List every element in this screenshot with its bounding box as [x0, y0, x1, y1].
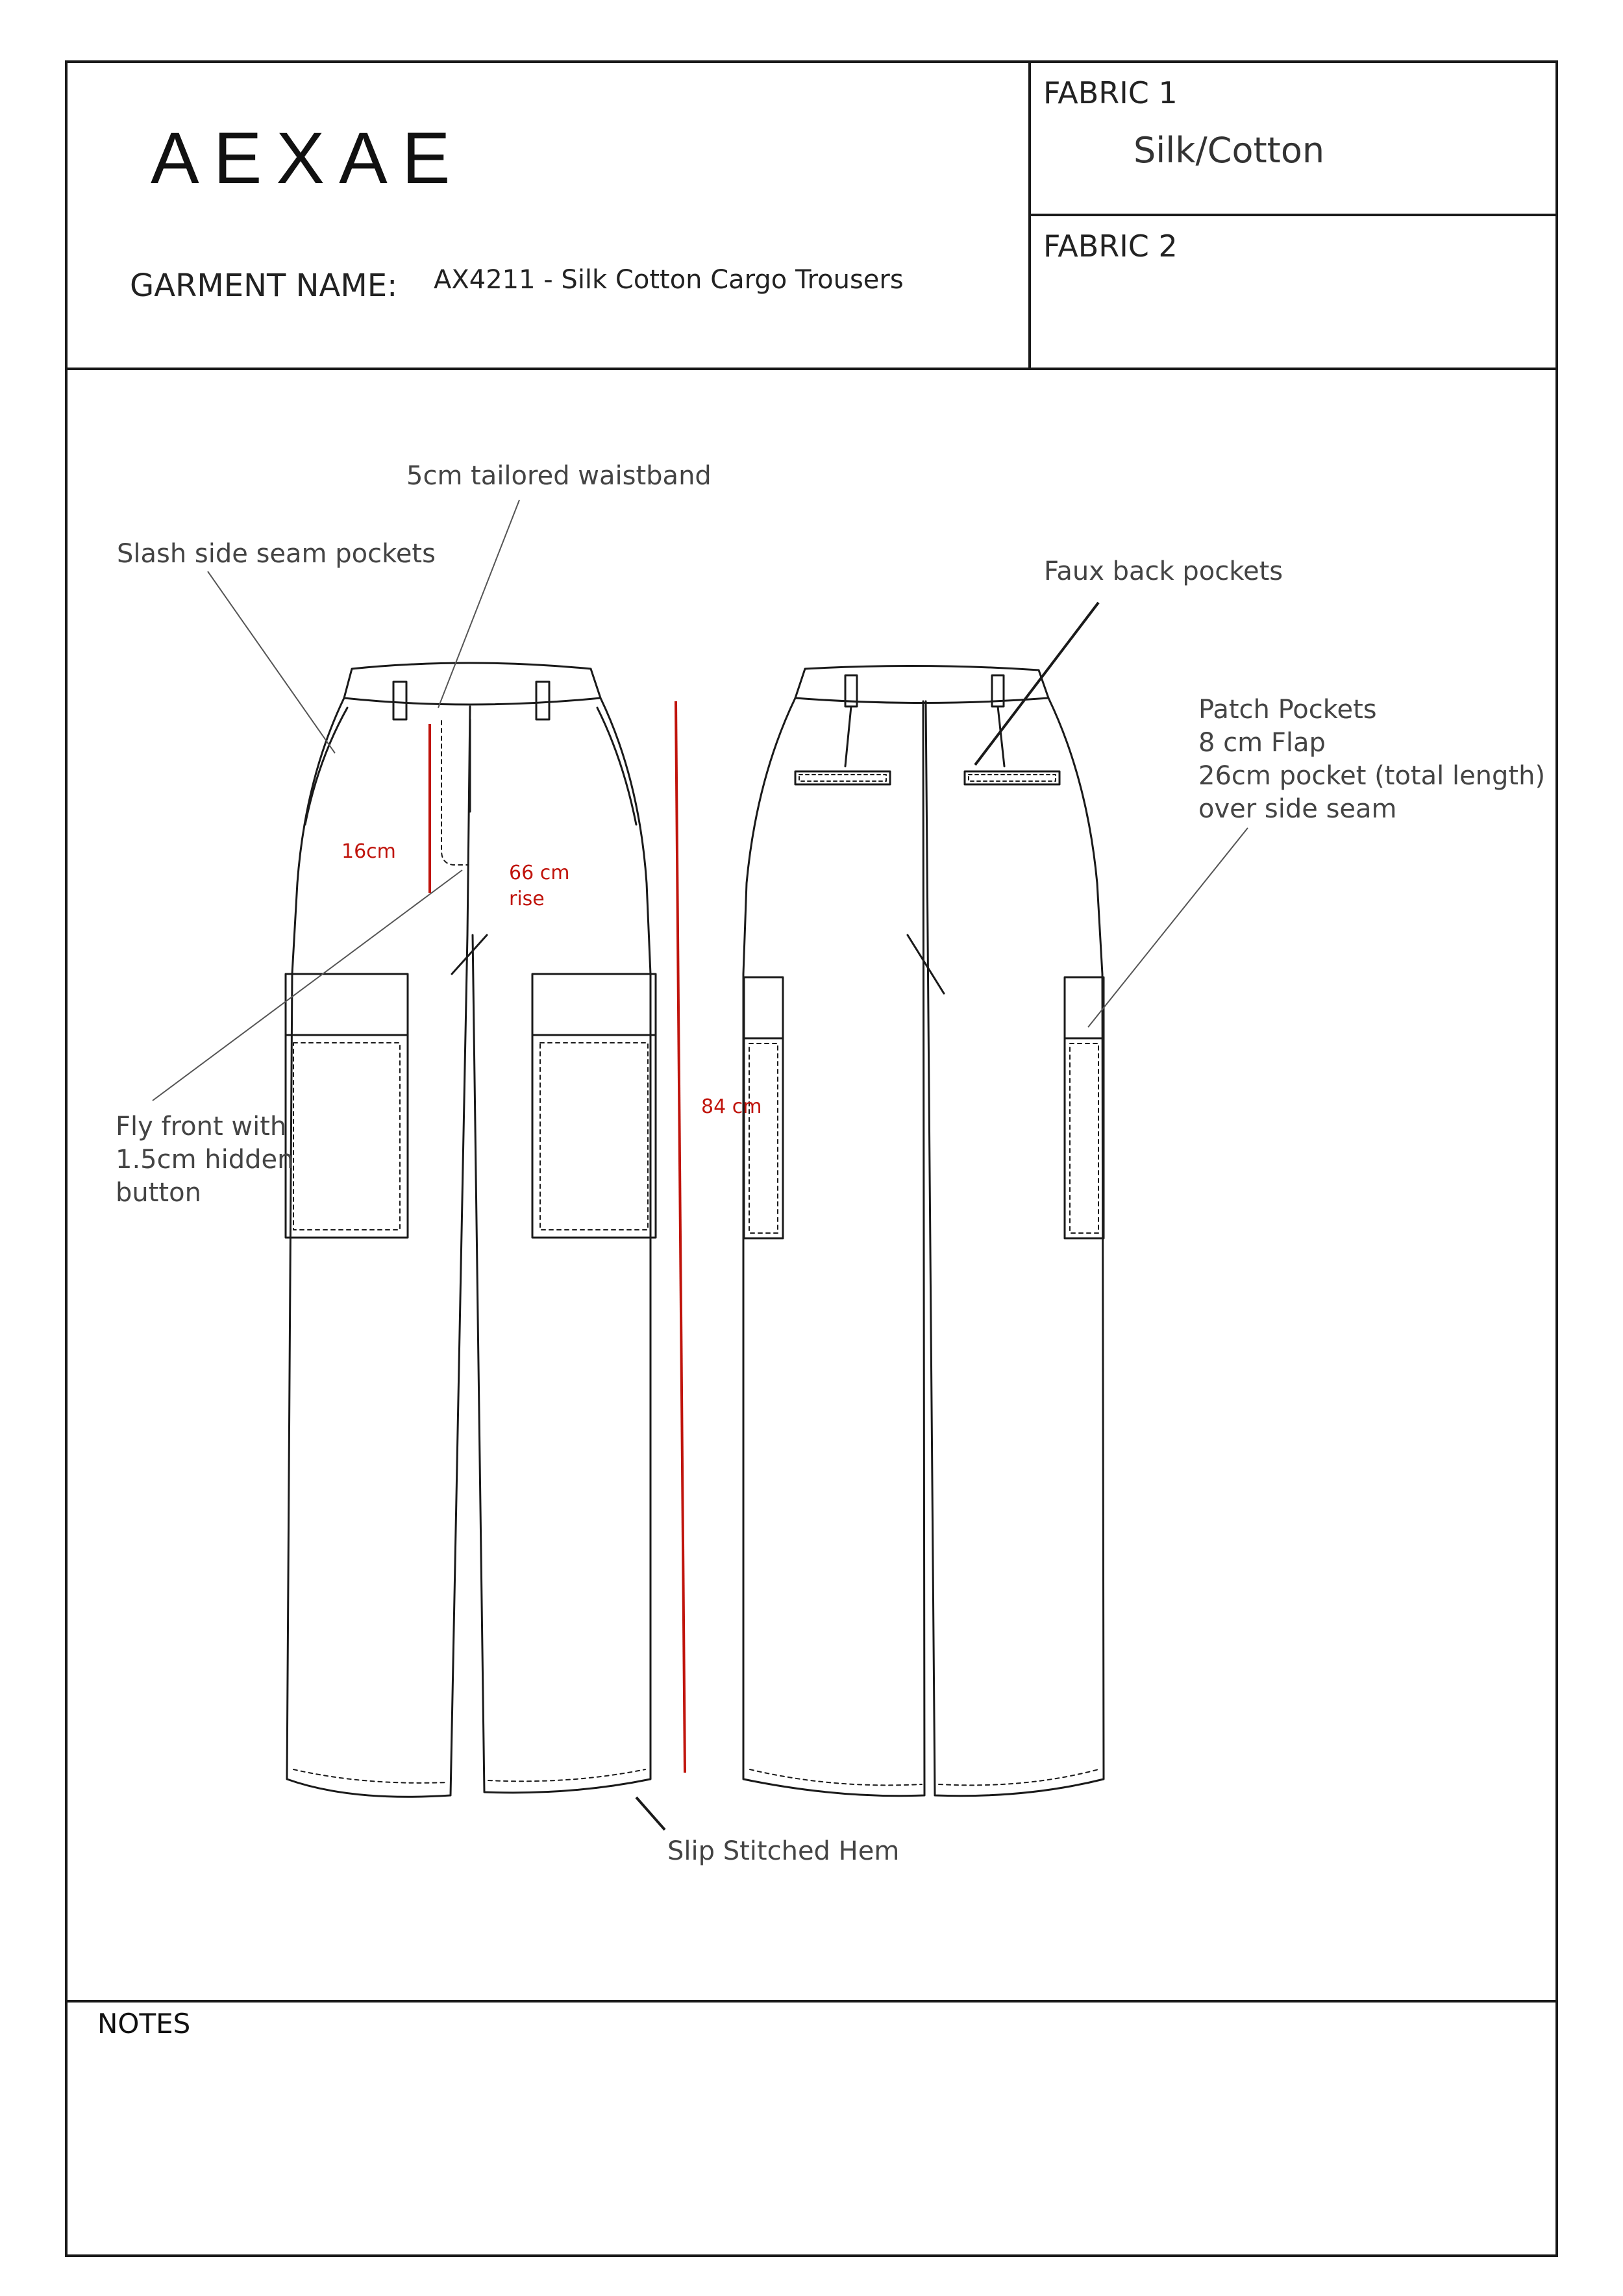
leader-fly [153, 870, 462, 1101]
back-dart-right [998, 706, 1004, 766]
back-side-flap-left [744, 977, 783, 1038]
fabric-2-label: FABRIC 2 [1043, 229, 1178, 264]
front-waistband [344, 663, 601, 705]
measurement-fly-label: 16cm [341, 840, 396, 863]
annotation-patch-pockets [1198, 693, 1545, 826]
measurement-length-label: 84 cm [701, 1095, 762, 1118]
rise-line-1: 66 cm [509, 862, 570, 884]
measure-line-length [676, 701, 685, 1773]
rise-line-2: rise [509, 888, 545, 910]
back-faux-pocket-right [965, 771, 1059, 784]
leader-patch-pocket [1088, 828, 1248, 1027]
leader-slash-pocket [208, 571, 335, 753]
fabric-1-value: Silk/Cotton [1134, 130, 1325, 171]
leader-lines-dark [636, 603, 1098, 1830]
annotation-faux-back-pockets: Faux back pockets [1044, 556, 1283, 586]
back-faux-pocket-left [795, 771, 890, 784]
patch-pockets-line-1: Patch Pockets [1198, 695, 1377, 725]
front-trousers-drawing [286, 663, 656, 1797]
leader-hem [636, 1797, 665, 1830]
brand-logo: AEXAE [151, 118, 465, 199]
front-cargo-pocket-left [286, 1035, 408, 1238]
back-trousers-drawing [743, 666, 1104, 1795]
annotation-fly-front [116, 1110, 294, 1210]
garment-name-label: GARMENT NAME: [130, 268, 398, 304]
back-right-outline [926, 698, 1104, 1796]
back-left-outline [743, 698, 924, 1796]
garment-name-value: AX4211 - Silk Cotton Cargo Trousers [434, 265, 904, 295]
front-hem-stitch-left [293, 1769, 448, 1783]
annotation-hem: Slip Stitched Hem [667, 1836, 900, 1866]
back-dart-left [845, 706, 851, 766]
patch-pockets-line-3: 26cm pocket (total length) [1198, 761, 1546, 791]
annotation-slash-pockets: Slash side seam pockets [117, 539, 436, 569]
leader-faux-back-pocket [975, 603, 1098, 765]
patch-pockets-line-2: 8 cm Flap [1198, 728, 1326, 758]
measurement-rise-label [509, 860, 569, 912]
back-hem-stitch-right [939, 1769, 1098, 1785]
notes-label: NOTES [97, 2008, 191, 2040]
front-cargo-flap-left [286, 974, 408, 1035]
fly-front-line-1: Fly front with [116, 1112, 287, 1142]
back-hem-stitch-left [750, 1769, 922, 1785]
front-belt-loop-left [393, 682, 406, 719]
front-crease-left [452, 935, 487, 974]
back-side-pocket-left [744, 1038, 783, 1238]
front-belt-loop-right [536, 682, 549, 719]
fly-front-line-3: button [116, 1178, 201, 1208]
back-side-pocket-right [1065, 1038, 1104, 1238]
front-hem-stitch-right [488, 1769, 645, 1781]
front-slash-pocket-left [305, 708, 347, 825]
fabric-1-label: FABRIC 1 [1043, 75, 1178, 110]
annotation-waistband: 5cm tailored waistband [406, 461, 712, 491]
back-waistband [795, 666, 1048, 703]
patch-pockets-line-4: over side seam [1198, 794, 1397, 824]
leader-waistband [438, 500, 519, 708]
fly-front-line-2: 1.5cm hidden [116, 1145, 294, 1175]
front-slash-pocket-right [597, 708, 636, 825]
front-cargo-flap-right [532, 974, 656, 1035]
front-cargo-pocket-right [532, 1035, 656, 1238]
back-side-flap-right [1065, 977, 1104, 1038]
back-crease [908, 935, 944, 993]
front-fly-stitch [441, 721, 467, 865]
